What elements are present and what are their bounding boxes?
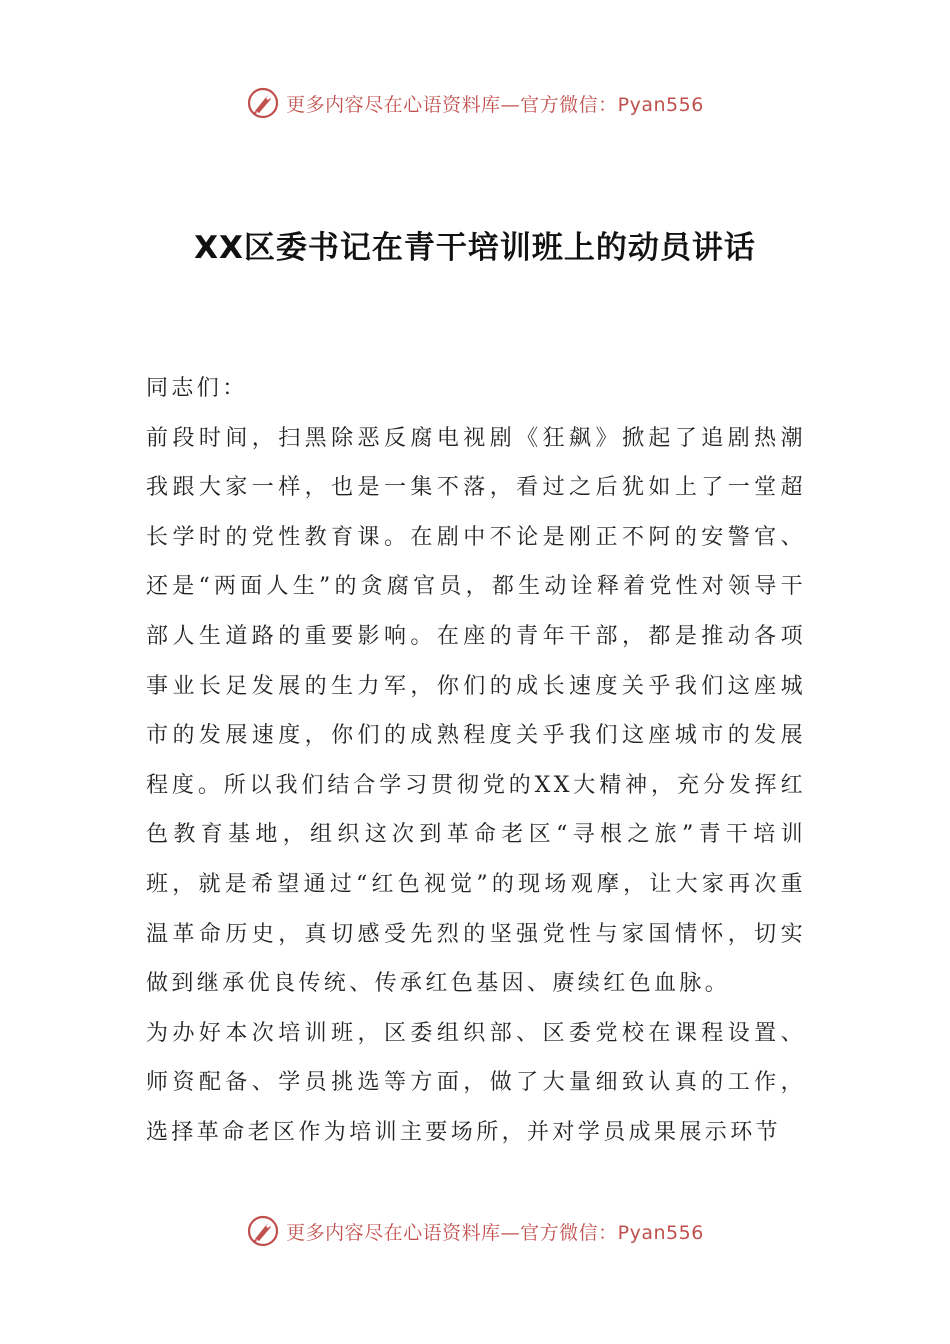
pen-nib-logo-icon xyxy=(246,1214,280,1248)
paragraph: 前段时间，扫黑除恶反腐电视剧《狂飙》掀起了追剧热潮我跟大家一样，也是一集不落，看过之后犹如上了一堂超长学时的党性教育课。在剧中不论是刚正不阿的安警官、还是“两面人生”的贪腐官员，都生动诠释着党性对领导干部人生道路的重要影响。在座的青年干部，都是推动各项事业长足发展的生力军，你们的成长速度关乎我们这座城市的发展速度，你们的成熟程度关乎我们这座城市的发展程度。所以我们结合学习贯彻党的XX大精神，充分发挥红色教育基地，组织这次到革命老区“寻根之旅”青干培训班，就是希望通过“红色视觉”的现场观摩，让大家再次重温革命历史，真切感受先烈的坚强党性与家国情怀，切实做到继承优良传统、传承红色基因、赓续红色血脉。 xyxy=(146,425,806,997)
pen-nib-logo-icon xyxy=(246,86,280,120)
watermark-text: 更多内容尽在心语资料库—官方微信： xyxy=(286,93,618,116)
watermark-wechat-id: Pyan556 xyxy=(617,93,704,116)
paragraph: 为办好本次培训班，区委组织部、区委党校在课程设置、师资配备、学员挑选等方面，做了大量细致认真的工作，选择革命老区作为培训主要场所，并对学员成果展示环节 xyxy=(146,1020,806,1145)
document-title: XX区委书记在青干培训班上的动员讲话 xyxy=(194,230,756,266)
footer-watermark xyxy=(0,1211,950,1251)
watermark-wechat-id: Pyan556 xyxy=(617,1221,704,1244)
watermark-text: 更多内容尽在心语资料库—官方微信： xyxy=(286,1221,618,1244)
document-body xyxy=(146,364,806,1158)
header-watermark xyxy=(0,83,950,123)
salutation: 同志们： xyxy=(146,376,248,401)
